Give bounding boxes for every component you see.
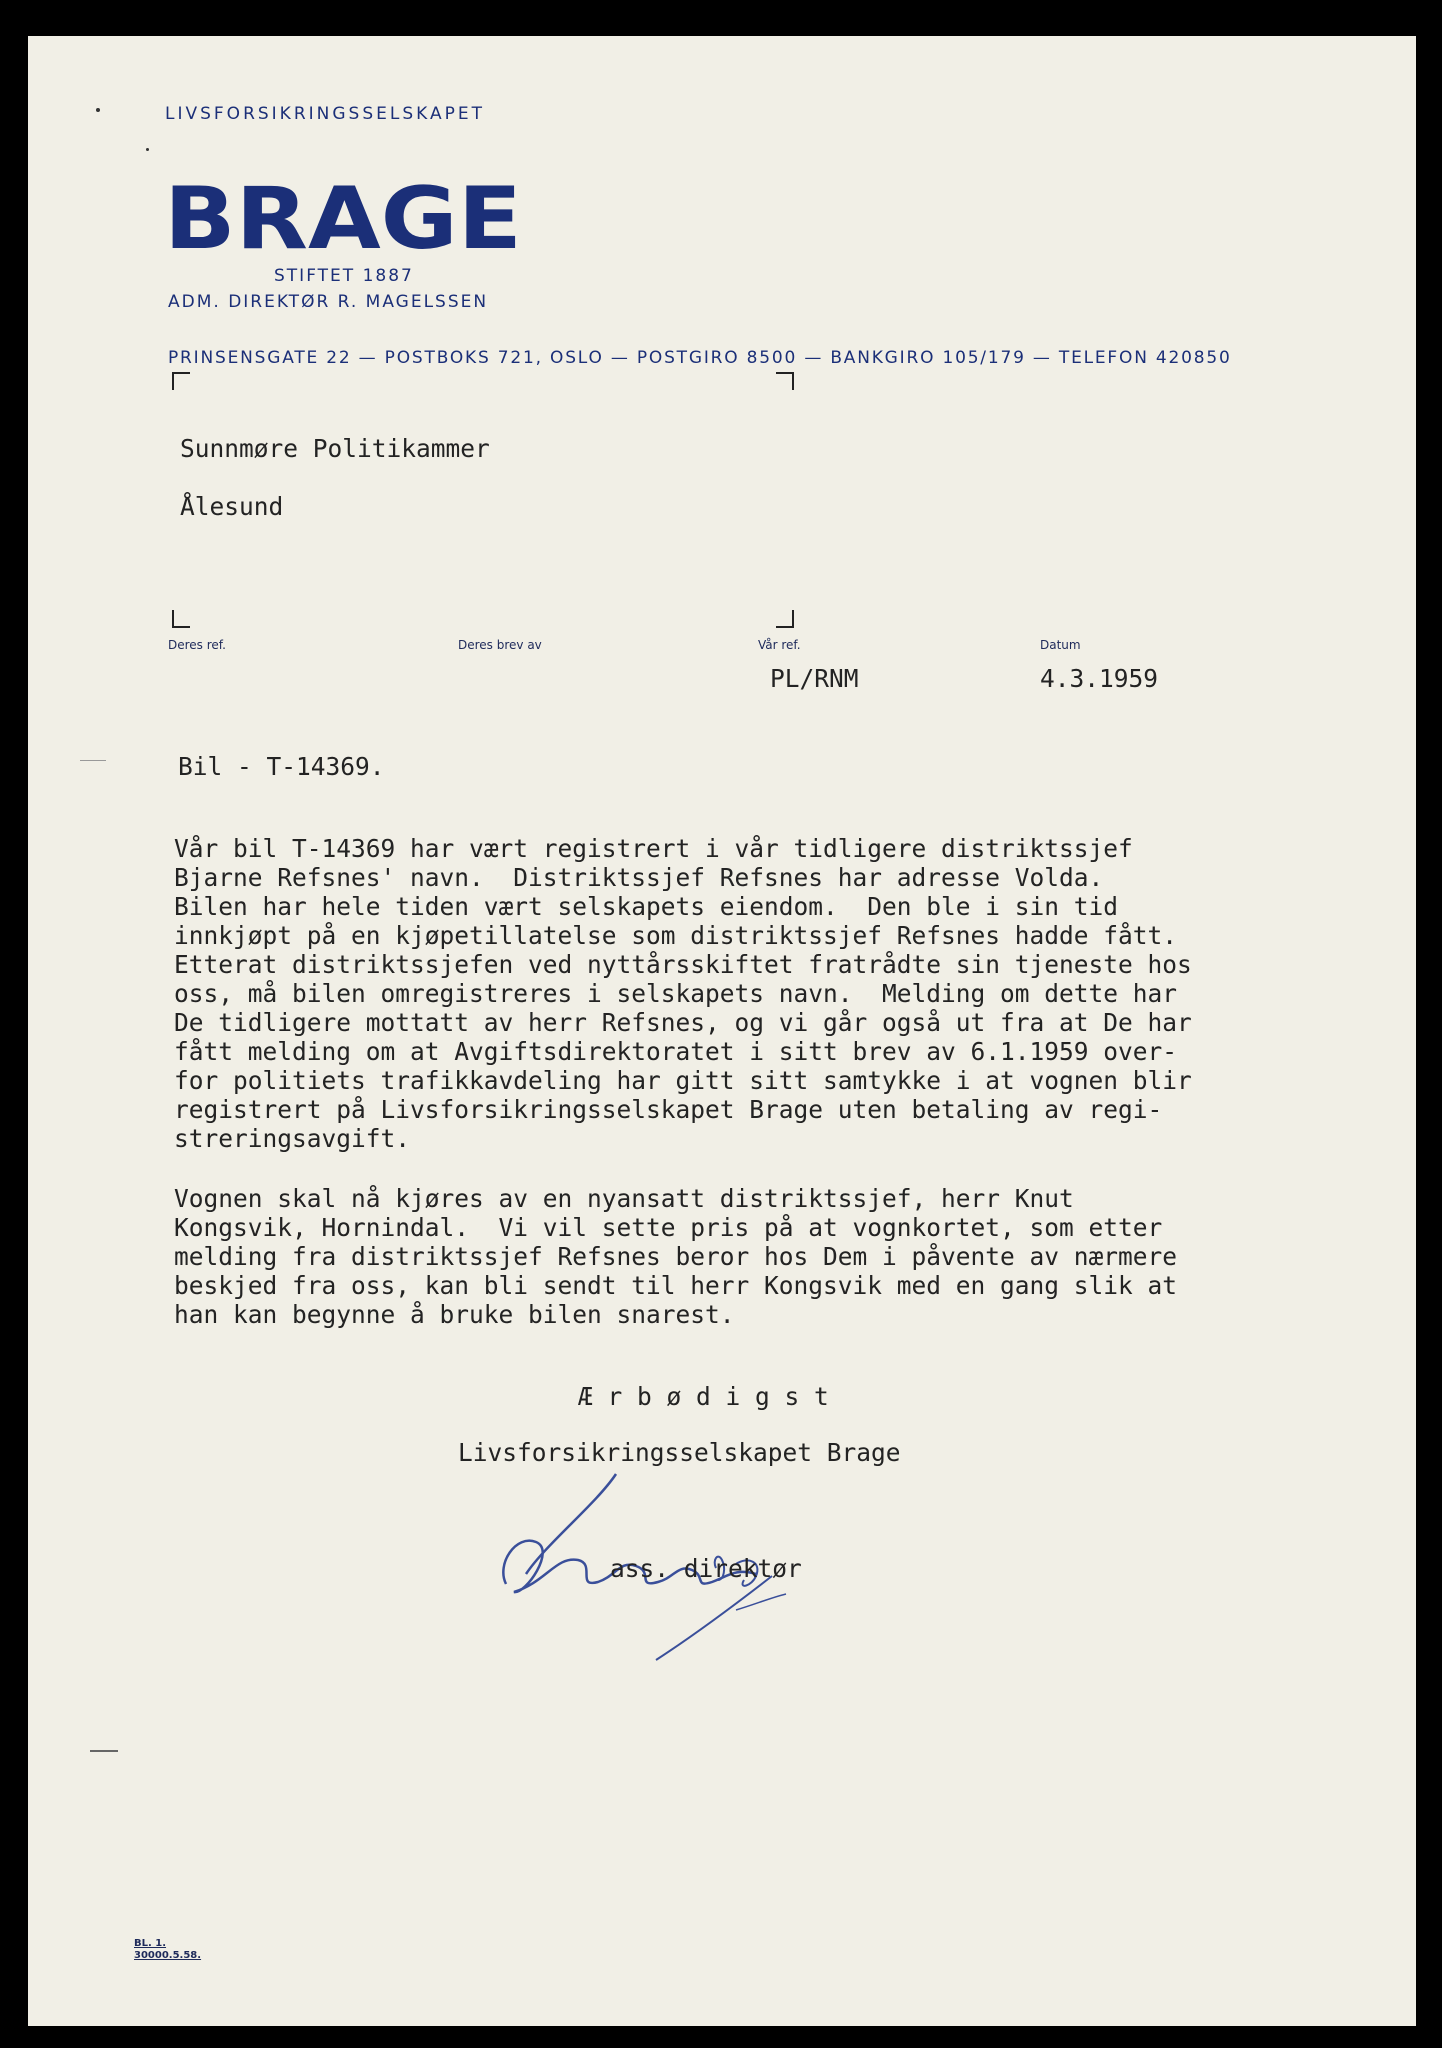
form-code-line-2: 30000.5.58. (134, 1950, 202, 1961)
label-deres-brev: Deres brev av (458, 638, 542, 652)
recipient-city: Ålesund (180, 492, 284, 521)
var-ref-value: PL/RNM (770, 664, 859, 693)
signing-company: Livsforsikringsselskapet Brage (458, 1438, 901, 1467)
margin-mark (90, 1750, 118, 1752)
label-var-ref: Vår ref. (758, 638, 801, 652)
brage-logo (164, 164, 524, 260)
form-code (134, 1938, 201, 1962)
logo-text: BRAGE (164, 169, 522, 260)
address-window-corner-top-right (776, 372, 794, 390)
label-deres-ref: Deres ref. (168, 638, 226, 652)
ink-speck (146, 148, 149, 151)
director-line: ADM. DIREKTØR R. MAGELSSEN (168, 292, 489, 312)
address-window-corner-top-left (172, 372, 190, 390)
ink-speck (96, 108, 100, 112)
letter-page (28, 36, 1416, 2026)
subject-line: Bil - T-14369. (178, 752, 385, 781)
date-value: 4.3.1959 (1040, 664, 1159, 693)
signer-title: ass. direktør (610, 1554, 802, 1583)
margin-mark (80, 760, 106, 761)
recipient-name: Sunnmøre Politikammer (180, 434, 490, 463)
form-code-line-1: BL. 1. (134, 1938, 167, 1949)
address-window-corner-bottom-right (776, 610, 794, 628)
body-paragraph-1: Vår bil T-14369 har vært registrert i vår tidligere distriktssjef Bjarne Refsnes' navn. Distriktssjef Refsnes har adresse Volda. Bilen har hele tiden vært selskapets eiendom. Den ble i sin tid innkjøpt på en kjøpetillatelse som distriktssjef Refsnes hadde fått. Etterat distriktssjefen ved nyttårsskiftet fratrådte sin tjeneste hos oss, må bilen omregistreres i selskapets navn. Melding om dette har De tidligere mottatt av herr Refsnes, og vi går også ut fra at De har fått melding om at Avgiftsdirektoratet i sitt brev av 6.1.1959 over- for politiets trafikkavdeling har gitt sitt samtykke i at vognen blir registrert på Livsforsikringsselskapet Brage uten betaling av regi- streringsavgift. (174, 834, 1192, 1153)
company-line: LIVSFORSIKRINGSSELSKAPET (165, 104, 485, 124)
label-datum: Datum (1040, 638, 1081, 652)
founded-line: STIFTET 1887 (274, 266, 414, 286)
closing-salutation: Æ r b ø d i g s t (578, 1382, 829, 1411)
body-paragraph-2: Vognen skal nå kjøres av en nyansatt distriktssjef, herr Knut Kongsvik, Hornindal. Vi vil sette pris på at vognkortet, som etter melding fra distriktssjef Refsnes beror hos Dem i påvente av nærmere beskjed fra oss, kan bli sendt til herr Kongsvik med en gang slik at han kan begynne å bruke bilen snarest. (174, 1184, 1178, 1329)
contact-address-line: PRINSENSGATE 22 — POSTBOKS 721, OSLO — POSTGIRO 8500 — BANKGIRO 105/179 — TELEFON 420850 (168, 348, 1232, 368)
address-window-corner-bottom-left (172, 610, 190, 628)
